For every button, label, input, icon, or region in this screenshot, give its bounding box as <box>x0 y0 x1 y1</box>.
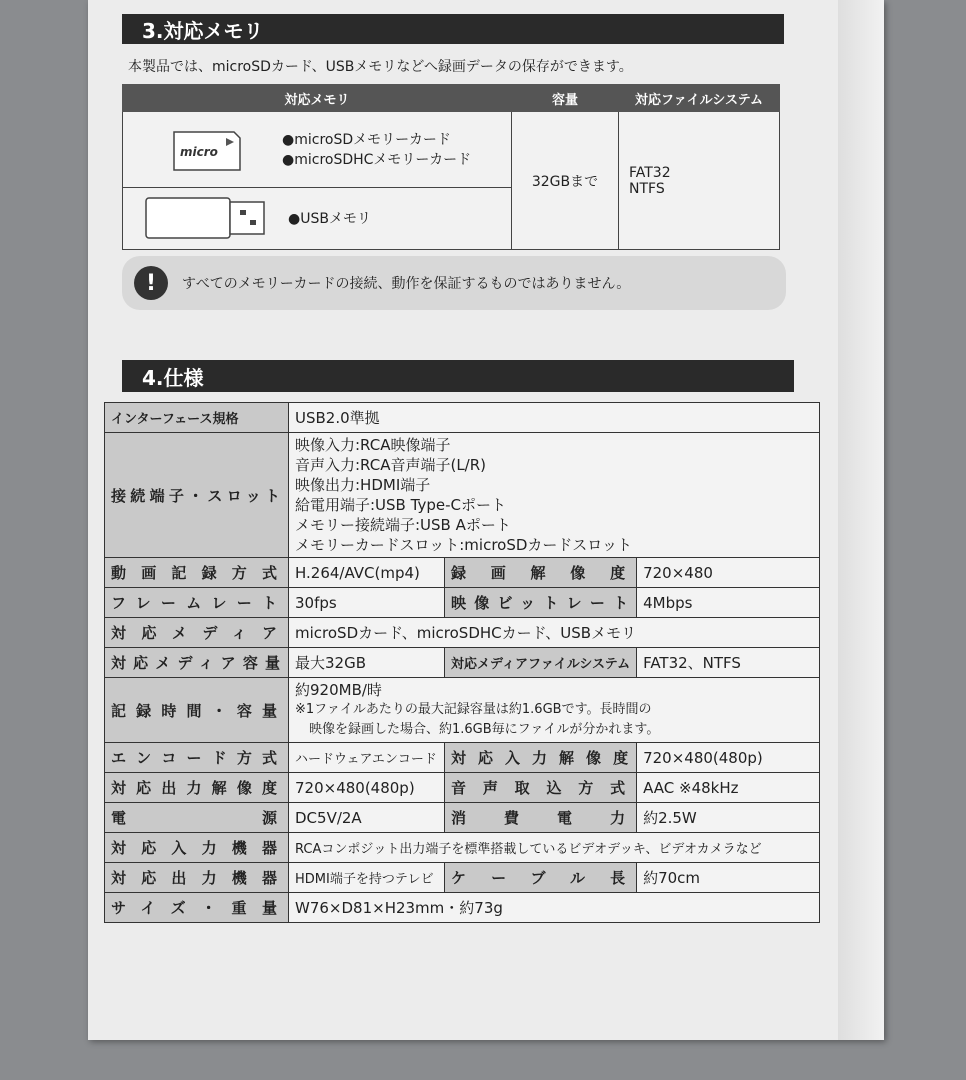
memory-item-usb: ●USBメモリ <box>288 210 371 227</box>
warning-text: すべてのメモリーカードの接続、動作を保証するものではありません。 <box>182 276 631 292</box>
microsd-card-icon <box>164 120 254 180</box>
rec-note-1: ※1ファイルあたりの最大記録容量は約1.6GBです。長時間の <box>295 702 652 717</box>
spec-record-res: 720×480 <box>637 558 820 588</box>
spec-media-label: 対応メディア <box>105 618 289 648</box>
spec-record-format-label: 動画記録方式 <box>105 558 289 588</box>
fs-fat32: FAT32 <box>629 164 671 181</box>
rec-note-2: 映像を録画した場合、約1.6GB毎にファイルが分かれます。 <box>309 722 660 737</box>
spec-encode: ハードウェアエンコード <box>289 743 445 773</box>
memory-header-capacity: 容量 <box>512 85 619 112</box>
spec-rec-time-label: 記録時間・容量 <box>105 678 289 743</box>
spec-ports-label: 接続端子・スロット <box>105 433 289 558</box>
spec-table <box>104 402 820 923</box>
spec-power-label: 電源 <box>105 803 289 833</box>
spec-audio-label: 音声取込方式 <box>445 773 637 803</box>
memory-row-usb <box>123 188 512 250</box>
port-item: メモリー接続端子:USB Aポート <box>295 516 511 534</box>
memory-item-microsd: ●microSDメモリーカード <box>282 131 451 148</box>
port-item: 映像出力:HDMI端子 <box>295 476 431 494</box>
spec-media-capacity: 最大32GB <box>289 648 445 678</box>
spec-bitrate-label: 映像ビットレート <box>445 588 637 618</box>
microsd-logo: micro <box>180 144 218 159</box>
spec-record-res-label: 録画解像度 <box>445 558 637 588</box>
warning-note <box>122 256 786 310</box>
port-item: 映像入力:RCA映像端子 <box>295 436 451 454</box>
port-item: 給電用端子:USB Type-Cポート <box>295 496 506 514</box>
spec-rec-time <box>289 678 820 743</box>
section-3-header <box>122 14 784 44</box>
spec-input-dev: RCAコンポジット出力端子を標準搭載しているビデオデッキ、ビデオカメラなど <box>289 833 820 863</box>
spec-media-capacity-label: 対応メディア容量 <box>105 648 289 678</box>
spec-media-fs-label: 対応メディアファイルシステム <box>445 648 637 678</box>
spec-cable: 約70cm <box>637 863 820 893</box>
spec-bitrate: 4Mbps <box>637 588 820 618</box>
spec-record-format: H.264/AVC(mp4) <box>289 558 445 588</box>
spec-output-res: 720×480(480p) <box>289 773 445 803</box>
memory-item-microsdhc: ●microSDHCメモリーカード <box>282 151 472 168</box>
spec-interface-label: インターフェース規格 <box>105 403 289 433</box>
spec-framerate: 30fps <box>289 588 445 618</box>
section-4-title: 4.仕様 <box>142 365 204 390</box>
spec-input-dev-label: 対応入力機器 <box>105 833 289 863</box>
spec-size: W76×D81×H23mm・約73g <box>289 893 820 923</box>
spec-interface-value: USB2.0準拠 <box>289 403 820 433</box>
memory-header-fs: 対応ファイルシステム <box>619 85 780 112</box>
port-item: メモリーカードスロット:microSDカードスロット <box>295 536 632 554</box>
spec-power: DC5V/2A <box>289 803 445 833</box>
spec-size-label: サイズ・重量 <box>105 893 289 923</box>
rec-time-value: 約920MB/時 <box>295 681 382 699</box>
spec-framerate-label: フレームレート <box>105 588 289 618</box>
spec-output-dev: HDMI端子を持つテレビ <box>289 863 445 893</box>
spec-media-fs: FAT32、NTFS <box>637 648 820 678</box>
port-item: 音声入力:RCA音声端子(L/R) <box>295 456 487 474</box>
memory-header-type: 対応メモリ <box>123 85 512 112</box>
spec-input-res: 720×480(480p) <box>637 743 820 773</box>
usb-memory-icon <box>144 192 274 246</box>
spec-media: microSDカード、microSDHCカード、USBメモリ <box>289 618 820 648</box>
fs-ntfs: NTFS <box>629 180 665 197</box>
spec-consumption: 約2.5W <box>637 803 820 833</box>
section-4-header <box>122 360 794 392</box>
spec-input-res-label: 対応入力解像度 <box>445 743 637 773</box>
spec-consumption-label: 消費電力 <box>445 803 637 833</box>
spec-audio: AAC ※48kHz <box>637 773 820 803</box>
page-fold <box>838 0 884 1040</box>
memory-row-microsd <box>123 112 512 188</box>
spec-ports-value <box>289 433 820 558</box>
spec-cable-label: ケーブル長 <box>445 863 637 893</box>
memory-capacity: 32GBまで <box>512 112 619 250</box>
spec-output-dev-label: 対応出力機器 <box>105 863 289 893</box>
memory-table <box>122 84 780 250</box>
section-3-title: 3.対応メモリ <box>142 18 264 43</box>
spec-output-res-label: 対応出力解像度 <box>105 773 289 803</box>
memory-filesystems <box>619 112 780 250</box>
warning-icon: ! <box>134 266 168 300</box>
spec-encode-label: エンコード方式 <box>105 743 289 773</box>
section-3-intro: 本製品では、microSDカード、USBメモリなどへ録画データの保存ができます。 <box>128 59 633 75</box>
